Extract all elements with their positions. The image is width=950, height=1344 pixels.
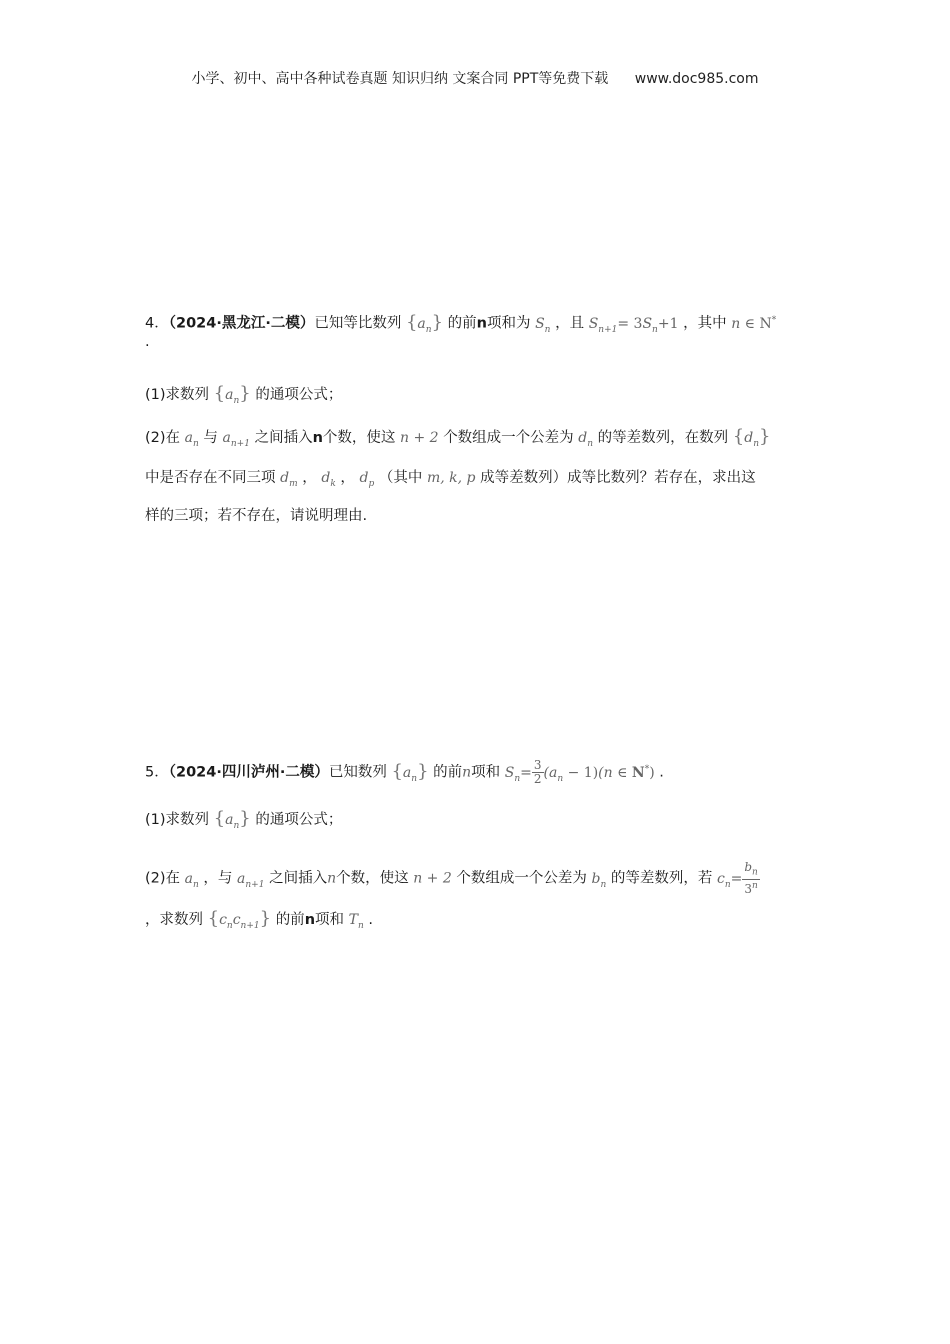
brace: { [213, 808, 226, 829]
var: a [417, 315, 426, 332]
problem-4-line-6: 样的三项；若不存在，请说明理由. [145, 508, 368, 524]
brace: { [391, 760, 403, 782]
math-an [184, 870, 199, 890]
denominator: 2 [533, 772, 542, 787]
fraction [532, 759, 544, 786]
sub: n [233, 395, 240, 406]
math-cn-formula [716, 860, 760, 897]
text: 的通项公式； [255, 387, 343, 403]
problem-number: 5． [145, 764, 169, 781]
var: d [359, 470, 369, 486]
math-seq-an [213, 808, 251, 831]
sub: n [226, 920, 233, 931]
text: 在 [165, 430, 181, 446]
page-header [0, 68, 950, 88]
text: . [368, 912, 373, 928]
text: ， [302, 470, 317, 486]
sub: n+1 [230, 438, 250, 449]
op: = [730, 870, 743, 887]
text: （其中 [378, 470, 423, 486]
brace: { [405, 311, 418, 333]
text: 已知数列 [328, 764, 387, 781]
problem-5-part-2 [145, 861, 760, 896]
text-n: n [312, 430, 323, 446]
var: a [184, 430, 194, 446]
math-bn [591, 870, 607, 890]
math-n-plus-2: n + 2 [413, 870, 452, 887]
var: (n ∈ [598, 764, 632, 781]
fraction [742, 861, 759, 896]
problem-5-part-1 [145, 808, 342, 837]
sub: n+1 [598, 324, 618, 335]
text: 的通项公式； [255, 812, 343, 828]
brace: } [431, 311, 444, 333]
op: ) [649, 764, 655, 781]
problem-4-line-5 [145, 467, 756, 495]
text: 个数，使这 [322, 430, 396, 446]
math-seq-an [405, 311, 444, 335]
math-an1 [237, 870, 265, 890]
text: 的前 [275, 912, 305, 928]
problem-4-part-1 [145, 383, 342, 412]
math-an [184, 430, 199, 449]
sub: n [652, 324, 658, 335]
text: 之间插入 [254, 430, 313, 446]
var: b [591, 870, 601, 887]
op: = 3 [617, 315, 643, 332]
text-n: n [476, 315, 487, 332]
header-text: 小学、初中、高中各种试卷真题 知识归纳 文案合同 PPT等免费下载 [191, 71, 609, 87]
op: − 1) [563, 764, 599, 781]
brace: } [259, 908, 272, 929]
var: a [237, 870, 246, 887]
brace: } [239, 808, 251, 829]
sub: n [233, 820, 240, 831]
var: S [588, 315, 599, 332]
set: N [631, 764, 645, 781]
math-n-plus-2: n + 2 [400, 430, 439, 446]
sub: n [514, 773, 521, 784]
var: d [321, 470, 331, 486]
base: 3 [744, 882, 753, 897]
math-n: n [327, 870, 337, 887]
problem-5-line-1 [145, 758, 664, 789]
sub: n [752, 867, 758, 878]
sub: n [544, 324, 551, 335]
sub: m [289, 478, 298, 489]
text: 个数组成一个公差为 [456, 870, 587, 887]
text: 项和为 [486, 315, 531, 332]
math-Sn-formula [504, 758, 655, 787]
text: 的等差数列，若 [610, 870, 713, 887]
var: a [225, 812, 234, 828]
problem-number: 4． [145, 315, 169, 332]
text: 的前 [447, 315, 477, 332]
math-n: n [462, 764, 472, 781]
sub: n [600, 879, 607, 890]
math-recurrence [588, 315, 679, 335]
var: d [280, 470, 290, 486]
math-dm [280, 470, 298, 489]
math-seq-an [213, 383, 251, 406]
brace: { [213, 383, 226, 404]
sup: n [752, 881, 758, 892]
sub: n [193, 879, 199, 890]
sup: * [644, 764, 650, 774]
problem-4-part-2 [145, 426, 770, 455]
set: N [759, 315, 772, 332]
op: = [520, 764, 532, 781]
sub: n [753, 438, 759, 449]
var: T [348, 912, 358, 928]
numerator [742, 861, 759, 880]
sub: p [368, 478, 375, 489]
problem-source: （2024·四川泸州·二模） [168, 764, 329, 781]
problem-source: （2024·黑龙江·二模） [168, 315, 315, 332]
op: +1 [657, 315, 679, 332]
text-n: n [304, 912, 316, 928]
text: 个数，使这 [336, 870, 409, 887]
part-label: (1) [145, 812, 166, 828]
brace: { [732, 426, 745, 447]
text: 项和 [471, 764, 501, 781]
brace: { [207, 908, 220, 929]
part-label: (1) [145, 387, 166, 403]
var: n ∈ [731, 315, 760, 332]
var: c [716, 870, 725, 887]
var: (a [543, 764, 558, 781]
text: ， [340, 470, 355, 486]
math-dn [578, 430, 594, 449]
text: 的前 [433, 764, 463, 781]
var: a [184, 870, 194, 887]
math-mkp: m, k, p [426, 470, 476, 486]
sub: k [330, 478, 336, 489]
text: ，与 [203, 870, 233, 887]
text: . [659, 764, 664, 781]
var: S [535, 315, 545, 332]
text: 个数组成一个公差为 [443, 430, 574, 446]
sub: n [724, 879, 731, 890]
var: a [222, 430, 231, 446]
text: 成等差数列）成等比数列？若存在，求出这 [480, 470, 756, 486]
math-seq-dn [732, 426, 771, 449]
sub: n [411, 773, 418, 784]
text: ，其中 [683, 315, 727, 332]
text: 之间插入 [269, 870, 328, 887]
sub: n+1 [245, 879, 265, 890]
math-dk [321, 470, 336, 489]
math-seq-cncn1 [207, 908, 272, 931]
var: a [225, 387, 234, 403]
math-an1 [222, 430, 250, 449]
sub: n+1 [240, 920, 260, 931]
text: 已知等比数列 [314, 315, 402, 332]
var: S [504, 764, 515, 781]
text: 求数列 [165, 812, 210, 828]
text: 求数列 [165, 387, 210, 403]
text: 中是否存在不同三项 [145, 470, 276, 486]
text: ，且 [555, 315, 585, 332]
sub: n [587, 438, 594, 449]
var: d [578, 430, 588, 446]
var: d [744, 430, 754, 446]
part-label: (2) [145, 430, 166, 446]
header-url[interactable]: www.doc985.com [634, 71, 759, 87]
sub: n [557, 773, 564, 784]
sub: n [193, 438, 199, 449]
brace: } [759, 426, 771, 447]
var: b [744, 860, 753, 874]
brace: } [417, 760, 429, 782]
sub: n [425, 324, 432, 335]
text: 的等差数列，在数列 [597, 430, 729, 446]
text: 项和 [315, 912, 345, 928]
denominator [742, 880, 759, 896]
var: S [642, 315, 653, 332]
problem-5-line-4 [145, 908, 373, 937]
problem-4-line-2: . [145, 334, 150, 350]
text: 与 [203, 430, 218, 446]
text: 在 [165, 870, 181, 887]
var: c [232, 912, 241, 928]
problem-4-line-1 [145, 309, 776, 340]
var: a [402, 764, 412, 781]
brace: } [239, 383, 251, 404]
math-dp [359, 470, 375, 489]
text: ，求数列 [145, 912, 203, 928]
numerator: 3 [533, 758, 542, 773]
math-Tn [348, 912, 364, 931]
math-n-in-N [731, 316, 776, 332]
part-label: (2) [145, 870, 166, 887]
math-seq-an [391, 760, 429, 784]
math-Sn [535, 315, 551, 335]
var: c [219, 912, 227, 928]
sup: * [771, 315, 777, 325]
sub: n [357, 920, 364, 931]
